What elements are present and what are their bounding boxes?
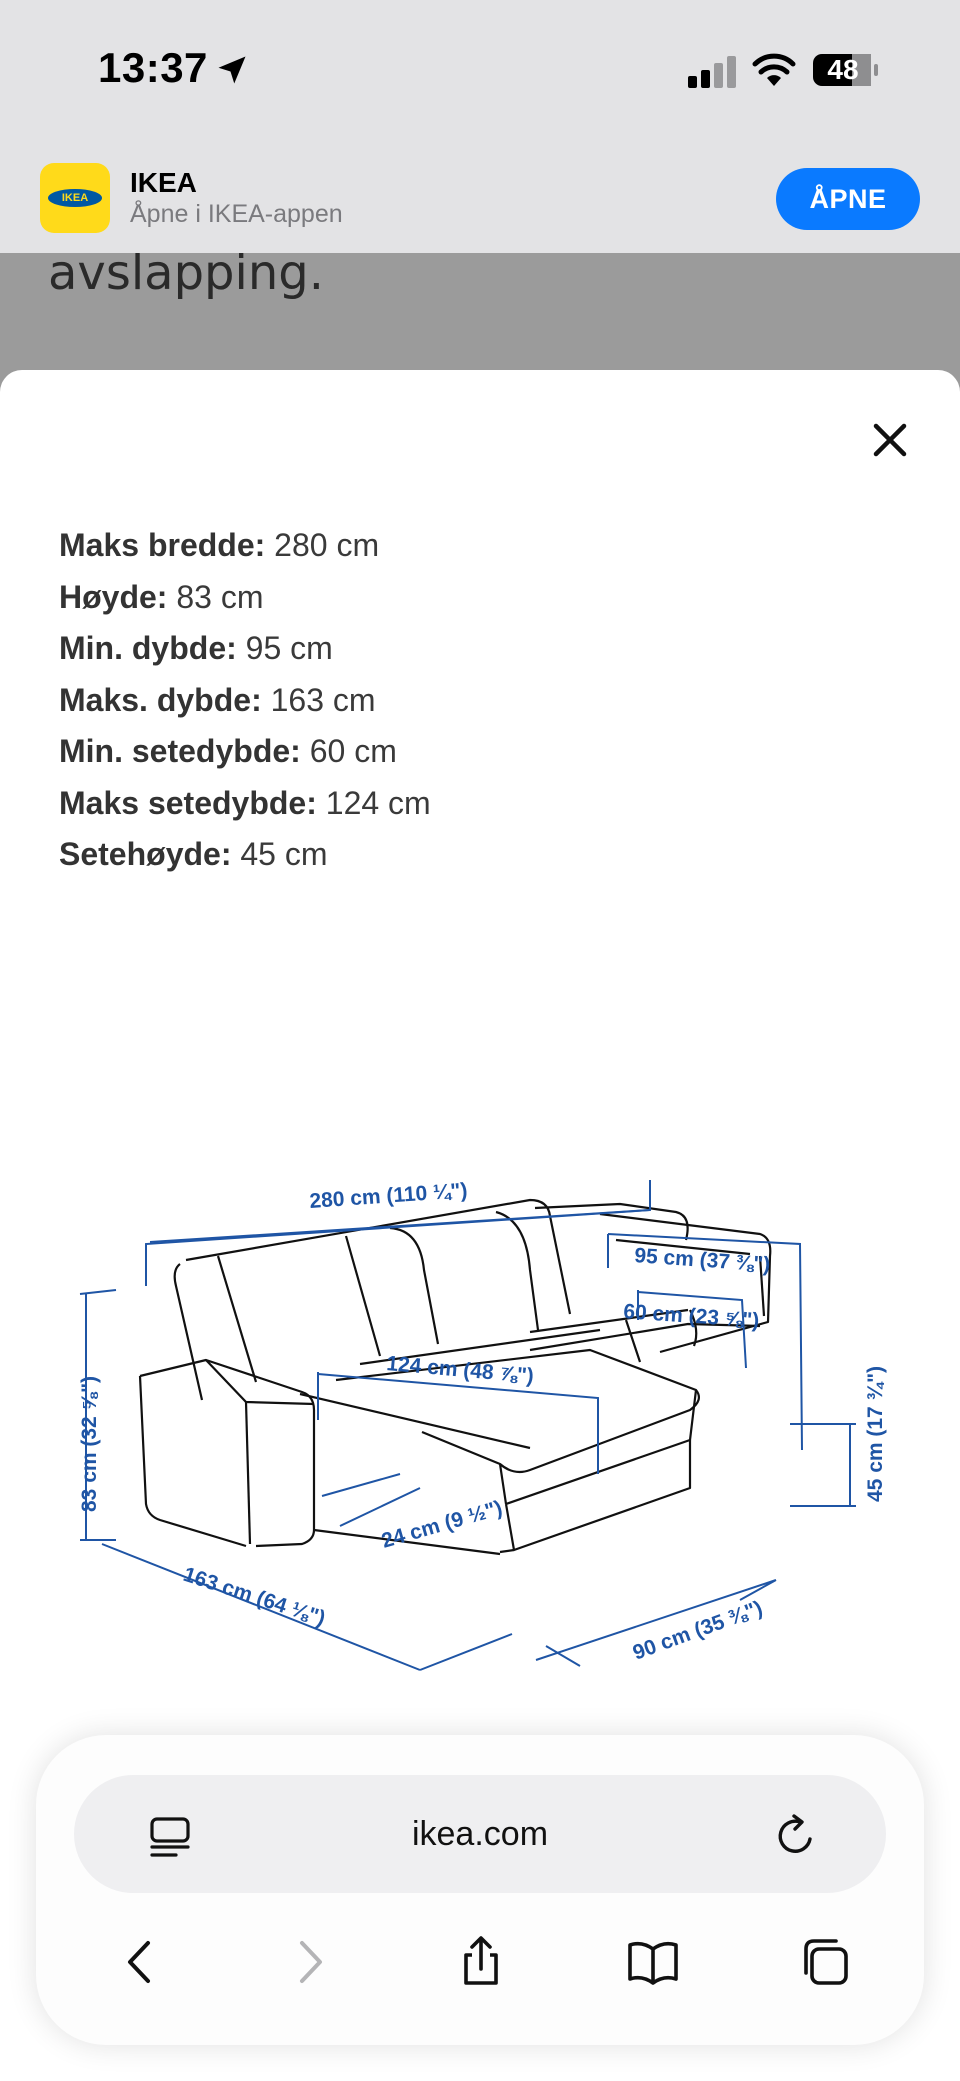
url-text[interactable]: ikea.com [411,1815,549,1853]
app-banner [0,145,960,253]
status-time: 13:37 [98,44,208,91]
close-icon[interactable] [868,418,912,462]
status-bar [0,0,960,145]
reload-icon[interactable] [774,1813,818,1859]
seat-height-label: 45 cm (17 ¾") [864,1365,887,1502]
dimension-row [59,675,431,727]
dimension-row [59,726,431,778]
dimension-row [59,829,431,881]
browser-toolbar [36,1735,924,2045]
dimension-row [59,572,431,624]
logo-text: IKEA [61,192,89,204]
wifi-icon [752,52,796,88]
dimension-label: Høyde: [59,578,168,615]
dimension-value: 60 cm [309,733,397,769]
cellular-signal-icon [688,56,738,88]
tabs-icon[interactable] [798,1935,852,1989]
forward-icon[interactable] [282,1935,336,1989]
back-icon[interactable] [114,1935,168,1989]
dimension-row [59,778,431,830]
width-label: 280 cm (110 ¼") [308,1179,469,1213]
dimension-row [59,520,431,572]
app-name: IKEA [130,167,197,198]
arm-label: 24 cm (9 ½") [379,1496,505,1553]
app-subtitle: Åpne i IKEA-appen [130,200,343,228]
page-behind-text: avslapping. [48,253,324,301]
dimension-value: 45 cm [240,836,328,872]
dimension-value: 83 cm [176,578,264,615]
dimension-value: 95 cm [245,630,333,666]
location-arrow-icon [214,52,250,88]
bookmarks-icon[interactable] [626,1935,680,1989]
share-icon[interactable] [454,1935,508,1989]
battery-level: 48 [827,54,859,85]
sofa-dimension-diagram [60,1060,900,1680]
open-app-button[interactable]: ÅPNE [776,168,920,230]
address-bar[interactable] [74,1775,886,1893]
dimension-value: 280 cm [274,527,380,563]
min-depth-label: 95 cm (37 ⅜") [633,1244,771,1277]
dimension-label: Min. dybde: [59,630,237,666]
dimension-row [59,623,431,675]
dimension-label: Maks bredde: [59,527,266,563]
dimension-label: Maks setedybde: [59,784,317,821]
dimension-label: Setehøyde: [59,836,232,872]
dimension-label: Maks. dybde: [59,681,262,718]
height-label: 83 cm (32 ⅝") [78,1375,101,1512]
chaise-width-label: 90 cm (35 ⅜") [629,1596,766,1665]
dimensions-list [59,520,431,881]
dimension-label: Min. setedybde: [59,733,301,769]
max-depth-label: 163 cm (64 ⅛") [180,1562,329,1631]
dimension-value: 124 cm [325,784,431,821]
min-seat-depth-label: 60 cm (23 ⅝") [622,1300,760,1333]
max-seat-depth-label: 124 cm (48 ⅞") [385,1352,535,1388]
dimension-value: 163 cm [270,681,376,718]
ikea-app-logo [40,163,110,233]
